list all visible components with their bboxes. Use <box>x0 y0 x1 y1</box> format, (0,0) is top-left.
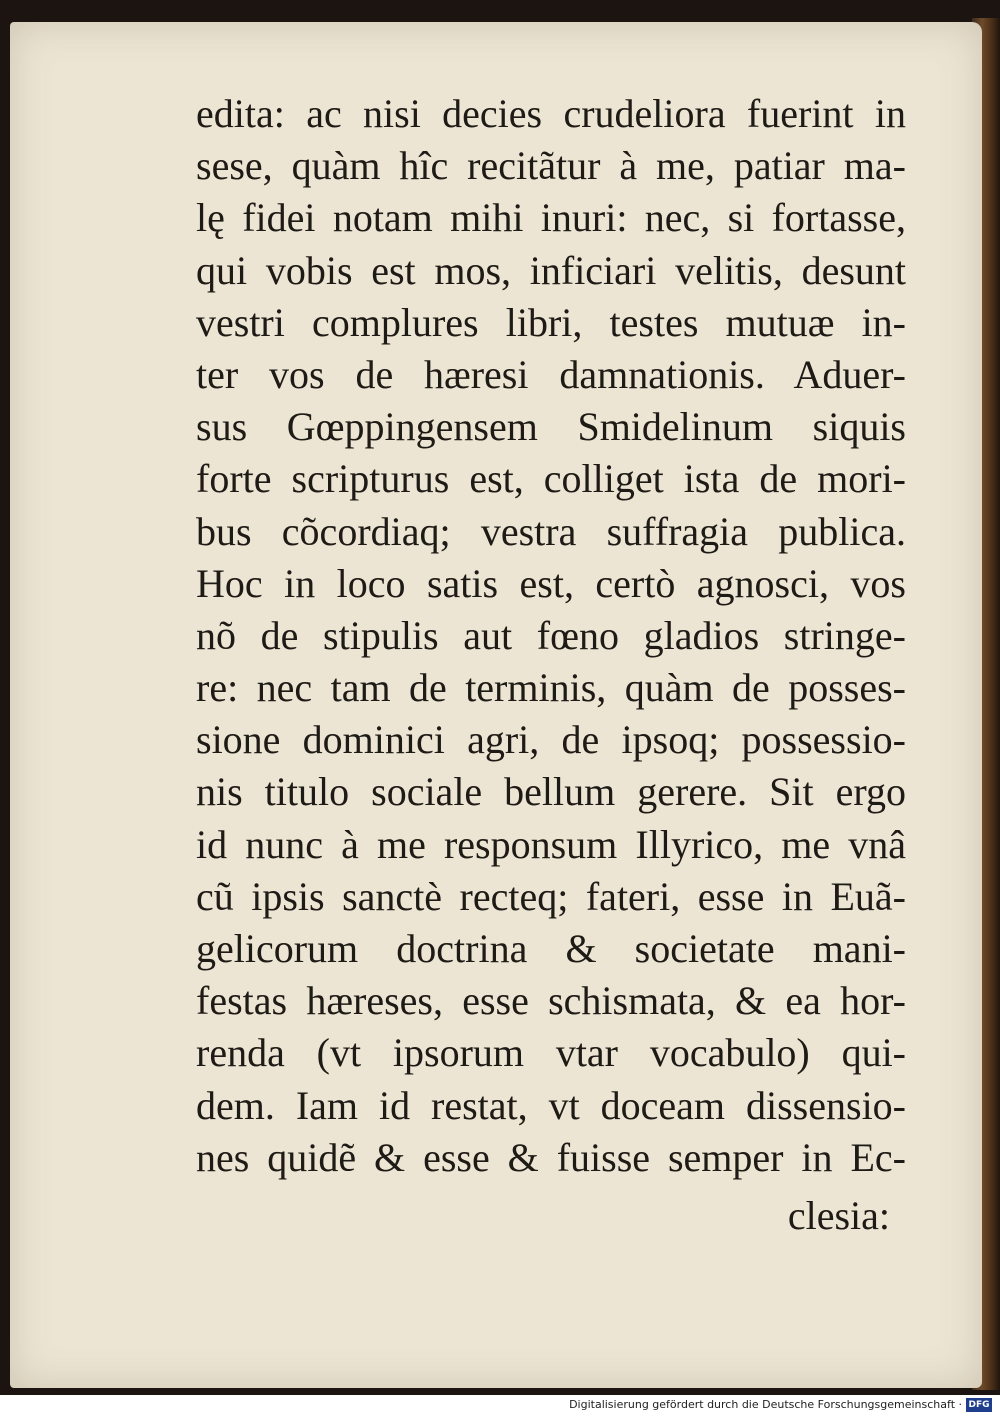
footer-bar <box>0 1395 1000 1417</box>
text-line: bus cõcordiaq; vestra suffragia publica. <box>196 508 906 554</box>
catchword: clesia: <box>787 1193 890 1238</box>
text-line: ter vos de hæresi damnationis. Aduer- <box>196 351 906 397</box>
text-line: nõ de stipulis aut fœno gladios stringe- <box>196 612 906 658</box>
text-line: forte scripturus est, colliget ista de mori- <box>196 456 906 502</box>
text-line: sione dominici agri, de ipsoq; possessio- <box>196 717 906 763</box>
text-line: festas hæreses, esse schismata, & ea hor- <box>196 978 906 1024</box>
text-line: sese, quàm hîc recitãtur à me, patiar ma- <box>196 143 906 189</box>
funding-credit: Digitalisierung gefördert durch die Deutsche Forschungsgemeinschaft · <box>569 1398 962 1411</box>
body-text <box>196 88 906 1184</box>
text-line: gelicorum doctrina & societate mani- <box>196 926 906 971</box>
dfg-logo: DFG <box>966 1398 992 1412</box>
text-line: vestri complures libri, testes mutuæ in- <box>196 299 906 345</box>
text-line: cũ ipsis sanctè recteq; fateri, esse in Euã- <box>196 873 906 919</box>
text-line: Hoc in loco satis est, certò agnosci, vos <box>196 560 906 606</box>
text-line: nes quidẽ & esse & fuisse semper in Ec- <box>196 1134 906 1180</box>
text-line: qui vobis est mos, inficiari velitis, desunt <box>196 247 906 293</box>
text-line: dem. Iam id restat, vt doceam dissensio- <box>196 1082 906 1128</box>
text-line: sus Gœppingensem Smidelinum siquis <box>196 404 906 450</box>
text-line: edita: ac nisi decies crudeliora fuerint in <box>196 91 906 136</box>
text-line: re: nec tam de terminis, quàm de posses- <box>196 665 906 711</box>
text-line: nis titulo sociale bellum gerere. Sit ergo <box>196 769 906 815</box>
text-line: id nunc à me responsum Illyrico, me vnâ <box>196 821 906 867</box>
text-line: renda (vt ipsorum vtar vocabulo) qui- <box>196 1030 906 1076</box>
text-line: lę fidei notam mihi inuri: nec, si fortasse, <box>196 195 906 241</box>
